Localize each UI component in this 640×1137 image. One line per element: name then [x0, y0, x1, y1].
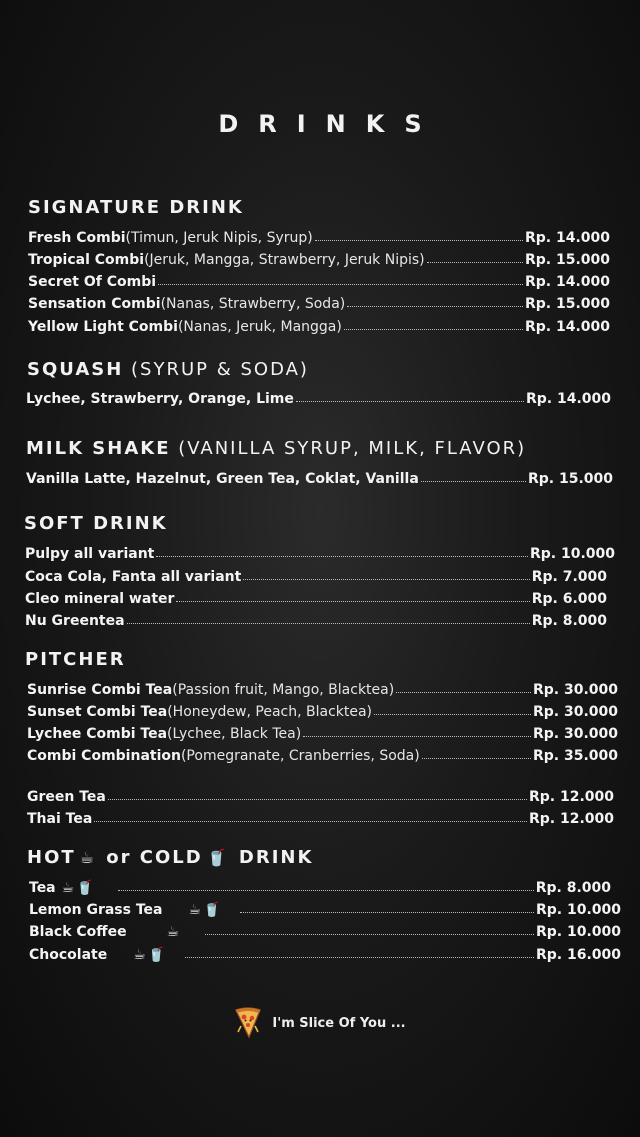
pizza-icon — [234, 1006, 262, 1040]
footer — [0, 1006, 640, 1040]
item-description: (Lychee, Black Tea) — [167, 726, 302, 742]
menu-item — [25, 563, 607, 585]
item-description: (Honeydew, Peach, Blacktea) — [167, 704, 373, 720]
menu-item — [27, 805, 614, 827]
item-price: Rp. 15.000 — [524, 296, 610, 312]
leader-dots — [347, 306, 523, 307]
leader-dots — [374, 714, 531, 715]
hot-cup-icon: ☕ — [79, 848, 94, 867]
item-name: Tea — [29, 880, 56, 896]
leader-dots — [205, 934, 534, 935]
item-name: Yellow Light Combi — [28, 319, 178, 335]
leader-dots — [422, 758, 531, 759]
section-title-squash: SQUASH (SYRUP & SODA) — [27, 359, 309, 380]
menu-item — [29, 896, 621, 918]
menu-item — [29, 941, 621, 963]
section-title-signature-drink: SIGNATURE DRINK — [28, 197, 244, 218]
leader-dots — [156, 556, 528, 557]
item-price: Rp. 6.000 — [531, 591, 607, 607]
leader-dots — [396, 692, 531, 693]
item-name: Tropical Combi — [28, 252, 145, 268]
hot-cold-icons: ☕🥤 — [61, 880, 96, 896]
item-name: Sunset Combi Tea — [27, 704, 168, 720]
section-title-pitcher: PITCHER — [25, 649, 126, 670]
leader-dots — [158, 284, 523, 285]
leader-dots — [94, 821, 527, 822]
item-price: Rp. 14.000 — [524, 230, 610, 246]
item-name: Sunrise Combi Tea — [27, 682, 173, 698]
item-price: Rp. 30.000 — [532, 726, 618, 742]
leader-dots — [303, 736, 531, 737]
item-name: Cleo mineral water — [25, 591, 175, 607]
leader-dots — [176, 601, 529, 602]
menu-item — [28, 224, 610, 246]
item-price: Rp. 30.000 — [532, 704, 618, 720]
menu-item — [25, 585, 607, 607]
menu-item — [29, 918, 621, 940]
footer-tagline: I'm Slice Of You ... — [272, 1015, 406, 1031]
item-price: Rp. 10.000 — [535, 924, 621, 940]
item-name: Nu Greentea — [25, 613, 125, 629]
item-name: Green Tea — [27, 789, 106, 805]
leader-dots — [427, 262, 523, 263]
menu-item — [27, 698, 618, 720]
menu-item — [28, 290, 610, 312]
menu-item — [26, 465, 613, 487]
leader-dots — [108, 799, 527, 800]
menu-item — [25, 607, 607, 629]
item-price: Rp. 15.000 — [527, 471, 613, 487]
menu-item — [25, 540, 615, 562]
item-name: Vanilla Latte, Hazelnut, Green Tea, Coklat, Vanilla — [26, 471, 419, 487]
item-price: Rp. 35.000 — [532, 748, 618, 764]
leader-dots — [344, 329, 523, 330]
hot-cold-icons: ☕🥤 — [188, 902, 223, 918]
section-title-hot-or-cold-drink: HOT ☕ or COLD 🥤 DRINK — [27, 847, 314, 868]
section-title-soft-drink: SOFT DRINK — [24, 513, 168, 534]
item-name: Thai Tea — [27, 811, 93, 827]
item-price: Rp. 15.000 — [524, 252, 610, 268]
menu-item — [28, 268, 610, 290]
item-price: Rp. 10.000 — [535, 902, 621, 918]
leader-dots — [127, 623, 530, 624]
leader-dots — [243, 579, 529, 580]
item-price: Rp. 14.000 — [524, 319, 610, 335]
cold-drink-icon: 🥤 — [206, 848, 227, 867]
leader-dots — [240, 912, 534, 913]
section-title-milk-shake: MILK SHAKE (VANILLA SYRUP, MILK, FLAVOR) — [26, 438, 527, 459]
item-price: Rp. 30.000 — [532, 682, 618, 698]
item-description: (Pomegranate, Cranberries, Soda) — [180, 748, 420, 764]
item-description: (Nanas, Strawberry, Soda) — [160, 296, 346, 312]
menu-item — [28, 246, 610, 268]
menu-item — [27, 783, 614, 805]
leader-dots — [185, 957, 534, 958]
item-name: Lychee, Strawberry, Orange, Lime — [26, 391, 294, 407]
leader-dots — [296, 401, 524, 402]
item-name: Combi Combination — [27, 748, 181, 764]
item-price: Rp. 14.000 — [525, 391, 611, 407]
item-price: Rp. 10.000 — [529, 546, 615, 562]
leader-dots — [315, 240, 523, 241]
leader-dots — [421, 481, 526, 482]
page-title: DRINKS — [218, 110, 442, 138]
item-description: (Nanas, Jeruk, Mangga) — [177, 319, 342, 335]
leader-dots — [118, 890, 534, 891]
item-price: Rp. 8.000 — [531, 613, 607, 629]
item-description: (Timun, Jeruk Nipis, Syrup) — [125, 230, 313, 246]
item-name: Black Coffee — [29, 924, 127, 940]
menu-item — [29, 874, 611, 896]
item-description: (Passion fruit, Mango, Blacktea) — [172, 682, 395, 698]
item-price: Rp. 14.000 — [524, 274, 610, 290]
menu-item — [26, 385, 611, 407]
item-name: Fresh Combi — [28, 230, 126, 246]
item-price: Rp. 7.000 — [531, 569, 607, 585]
hot-icon: ☕ — [166, 924, 182, 940]
item-price: Rp. 8.000 — [535, 880, 611, 896]
item-name: Sensation Combi — [28, 296, 161, 312]
menu-item — [27, 742, 618, 764]
item-name: Coca Cola, Fanta all variant — [25, 569, 242, 585]
item-name: Lychee Combi Tea — [27, 726, 168, 742]
item-name: Lemon Grass Tea — [29, 902, 163, 918]
item-price: Rp. 12.000 — [528, 811, 614, 827]
menu-item — [28, 313, 610, 335]
menu-item — [27, 720, 618, 742]
item-price: Rp. 16.000 — [535, 947, 621, 963]
item-price: Rp. 12.000 — [528, 789, 614, 805]
item-name: Chocolate — [29, 947, 108, 963]
hot-cold-icons: ☕🥤 — [133, 947, 168, 963]
menu-item — [27, 676, 618, 698]
item-name: Pulpy all variant — [25, 546, 155, 562]
item-name: Secret Of Combi — [28, 274, 157, 290]
item-description: (Jeruk, Mangga, Strawberry, Jeruk Nipis) — [144, 252, 425, 268]
